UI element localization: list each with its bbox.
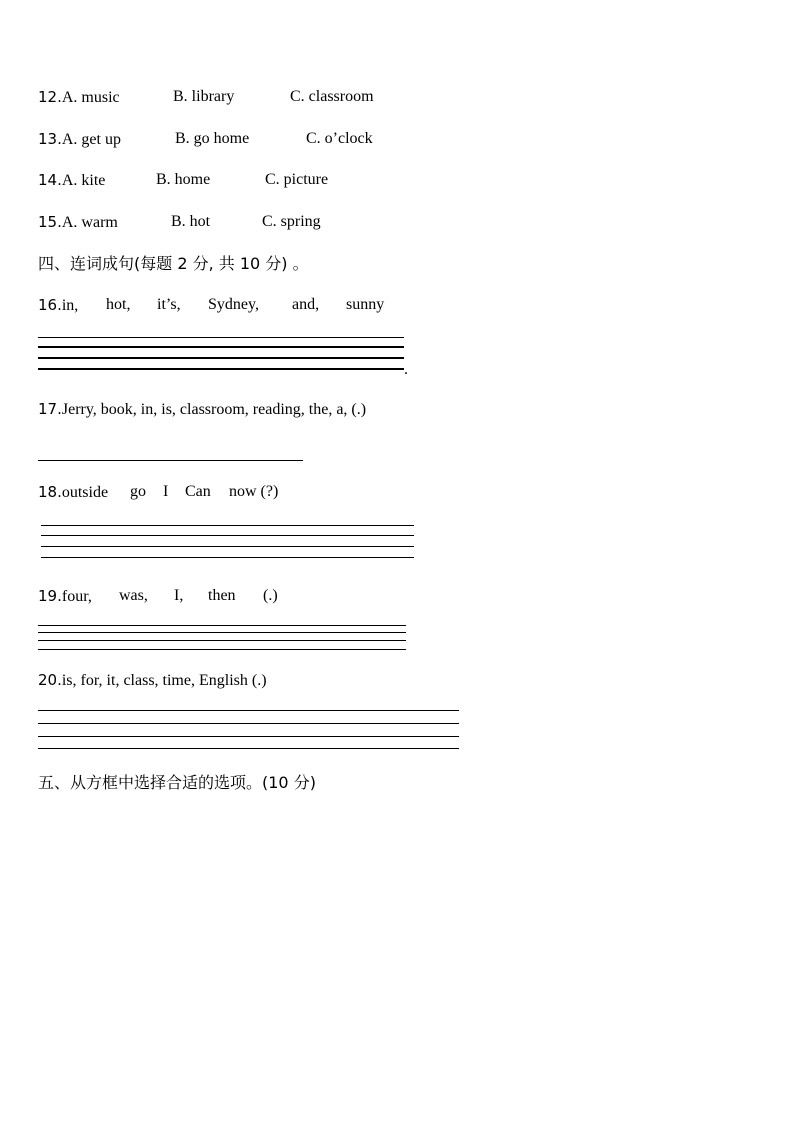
word: and, bbox=[292, 296, 320, 313]
answer-line[interactable] bbox=[38, 632, 406, 633]
option-b: B. home bbox=[156, 171, 211, 188]
option-a: A. music bbox=[61, 89, 120, 106]
option-c: C. classroom bbox=[290, 88, 374, 105]
question-20 bbox=[38, 670, 267, 691]
answer-line[interactable] bbox=[38, 460, 303, 461]
question-number: 13. bbox=[38, 130, 62, 148]
section-4-title: 四、连词成句(每题 2 分, 共 10 分) 。 bbox=[38, 254, 309, 273]
option-c: C. picture bbox=[265, 171, 329, 188]
answer-line[interactable] bbox=[38, 736, 459, 737]
answer-line[interactable] bbox=[41, 525, 414, 526]
answer-line[interactable] bbox=[38, 346, 404, 348]
answer-line[interactable] bbox=[41, 557, 414, 558]
question-18 bbox=[38, 482, 279, 503]
question-number: 12. bbox=[38, 88, 62, 106]
option-b: B. hot bbox=[171, 213, 211, 230]
option-a: A. kite bbox=[61, 172, 106, 189]
option-b: B. library bbox=[173, 88, 235, 105]
word: four, bbox=[61, 588, 92, 605]
section-5-title: 五、从方框中选择合适的选项。(10 分) bbox=[38, 773, 316, 792]
question-number: 16. bbox=[38, 296, 62, 314]
word: go bbox=[130, 483, 146, 500]
word: I, bbox=[174, 587, 184, 604]
option-b: B. go home bbox=[175, 130, 250, 147]
option-c: C. spring bbox=[262, 213, 321, 230]
answer-line[interactable] bbox=[38, 723, 459, 724]
question-19 bbox=[38, 586, 278, 607]
question-number: 17. bbox=[38, 400, 62, 418]
word: Can bbox=[185, 483, 211, 500]
question-16 bbox=[38, 295, 385, 316]
question-12 bbox=[38, 87, 374, 108]
word: in, bbox=[61, 297, 79, 314]
word: outside bbox=[61, 484, 109, 501]
answer-line[interactable] bbox=[38, 649, 406, 650]
word: I bbox=[163, 483, 169, 500]
word: then bbox=[208, 587, 236, 604]
question-number: 20. bbox=[38, 671, 62, 689]
question-words: is, for, it, class, time, English (.) bbox=[61, 672, 267, 689]
question-words: Jerry, book, in, is, classroom, reading, the, a, (.) bbox=[61, 401, 367, 418]
end-mark: . bbox=[404, 361, 408, 378]
option-a: A. warm bbox=[61, 214, 118, 231]
word: hot, bbox=[106, 296, 131, 313]
answer-line[interactable] bbox=[38, 368, 404, 370]
answer-line[interactable] bbox=[41, 546, 414, 547]
answer-line[interactable] bbox=[38, 640, 406, 641]
word: now (?) bbox=[229, 483, 279, 500]
question-13 bbox=[38, 129, 373, 150]
question-14 bbox=[38, 170, 329, 191]
answer-line[interactable] bbox=[38, 748, 459, 749]
answer-line[interactable] bbox=[38, 625, 406, 626]
question-number: 18. bbox=[38, 483, 62, 501]
question-number: 19. bbox=[38, 587, 62, 605]
option-a: A. get up bbox=[61, 131, 121, 148]
option-c: C. o’clock bbox=[306, 130, 373, 147]
word: (.) bbox=[263, 587, 278, 604]
answer-line[interactable] bbox=[38, 357, 404, 359]
question-15 bbox=[38, 212, 321, 233]
word: was, bbox=[119, 587, 148, 604]
answer-line[interactable] bbox=[38, 337, 404, 338]
question-number: 14. bbox=[38, 171, 62, 189]
word: it’s, bbox=[157, 296, 181, 313]
question-number: 15. bbox=[38, 213, 62, 231]
word: sunny bbox=[346, 296, 385, 313]
answer-line[interactable] bbox=[38, 710, 459, 711]
word: Sydney, bbox=[208, 296, 259, 313]
question-17 bbox=[38, 399, 366, 420]
answer-line[interactable] bbox=[41, 535, 414, 536]
